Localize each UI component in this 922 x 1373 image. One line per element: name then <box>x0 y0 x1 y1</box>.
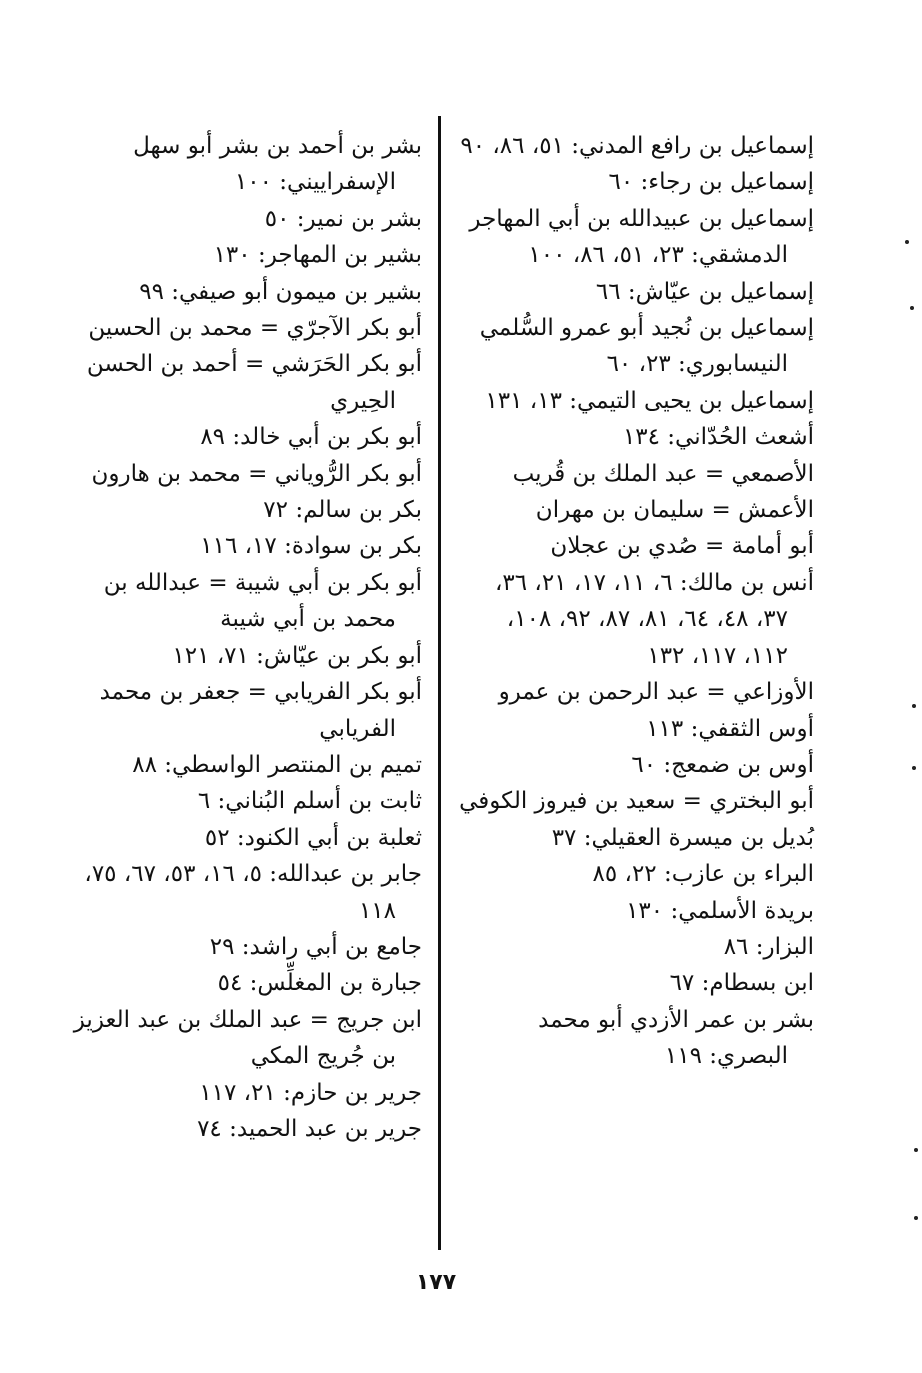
margin-dot-mark <box>912 766 916 770</box>
index-entry: أبو بكر الحَرَشي = أحمد بن الحسن الحِيري <box>86 351 422 414</box>
index-entry: البراء بن عازب: ٢٢، ٨٥ <box>592 861 814 888</box>
index-entry: أبو أمامة = صُدي بن عجلان <box>550 533 814 560</box>
index-entry: البزار: ٨٦ <box>723 933 814 960</box>
index-entry: بُديل بن ميسرة العقيلي: ٣٧ <box>551 824 814 851</box>
index-entry: الأعمش = سليمان بن مهران <box>535 497 814 524</box>
index-entry: أبو بكر الآجرّي = محمد بن الحسين <box>88 315 422 342</box>
index-entry: جرير بن حازم: ٢١، ١١٧ <box>199 1079 422 1106</box>
index-entry: الأصمعي = عبد الملك بن قُريب <box>512 460 814 487</box>
index-entry: أنس بن مالك: ٦، ١١، ١٧، ٢١، ٣٦، ٣٧، ٤٨، ٦٤، ٨١، ٨٧، ٩٢، ١٠٨، ١١٢، ١١٧، ١٣٢ <box>494 569 814 669</box>
index-entry: الأوزاعي = عبد الرحمن بن عمرو <box>498 679 814 706</box>
margin-dot-mark <box>914 1216 918 1220</box>
index-entry: إسماعيل بن رافع المدني: ٥١، ٨٦، ٩٠ <box>460 133 814 159</box>
index-entry: بشر بن عمر الأزدي أبو محمد البصري: ١١٩ <box>538 1006 814 1070</box>
index-entry: ثعلبة بن أبي الكنود: ٥٢ <box>204 824 422 851</box>
index-entry: جرير بن عبد الحميد: ٧٤ <box>197 1115 422 1142</box>
index-entry: أبو بكر بن عيّاش: ٧١، ١٢١ <box>172 642 422 669</box>
index-entry: بكر بن سوادة: ١٧، ١١٦ <box>200 533 422 560</box>
index-entry: بشير بن المهاجر: ١٣٠ <box>213 242 422 269</box>
index-entry: إسماعيل بن نُجيد أبو عمرو السُّلمي النيسابوري: ٢٣، ٦٠ <box>479 315 814 378</box>
margin-dot-mark <box>914 1148 918 1152</box>
index-entry: أوس بن ضمعج: ٦٠ <box>631 751 814 778</box>
index-entry: إسماعيل بن رجاء: ٦٠ <box>608 169 814 196</box>
index-entry: بكر بن سالم: ٧٢ <box>263 497 422 524</box>
index-column-left <box>64 128 422 1147</box>
index-entry: بشر بن أحمد بن بشر أبو سهل الإسفراييني: ١٠٠ <box>133 133 422 196</box>
index-entry: أبو بكر الفريابي = جعفر بن محمد الفريابي <box>99 679 422 742</box>
index-entry: ابن بسطام: ٦٧ <box>669 970 814 997</box>
page-number: ١٧٧ <box>415 1270 457 1295</box>
index-entry: أبو بكر بن أبي خالد: ٨٩ <box>200 424 422 451</box>
index-entry: إسماعيل بن يحيى التيمي: ١٣، ١٣١ <box>485 387 814 414</box>
index-entry: أشعث الحُدّاني: ١٣٤ <box>622 424 814 451</box>
index-entry: أبو البختري = سعيد بن فيروز الكوفي <box>459 788 814 815</box>
index-entry: ثابت بن أسلم البُناني: ٦ <box>197 788 422 815</box>
margin-dot-mark <box>905 240 909 244</box>
index-entry: بشر بن نمير: ٥٠ <box>264 205 422 232</box>
margin-dot-mark <box>912 704 916 708</box>
index-entry: تميم بن المنتصر الواسطي: ٨٨ <box>132 751 422 778</box>
index-entry: أبو بكر الرُّوياني = محمد بن هارون <box>91 460 422 487</box>
index-entry: بريدة الأسلمي: ١٣٠ <box>626 897 814 924</box>
index-entry: أوس الثقفي: ١١٣ <box>646 715 814 742</box>
index-entry: إسماعيل بن عبيدالله بن أبي المهاجر الدمشقي: ٢٣، ٥١، ٨٦، ١٠٠ <box>469 205 814 269</box>
index-entry: جامع بن أبي راشد: ٢٩ <box>209 933 422 960</box>
index-entry: إسماعيل بن عيّاش: ٦٦ <box>595 278 814 305</box>
index-entry: جبارة بن المغلِّس: ٥٤ <box>217 970 422 997</box>
margin-dot-mark <box>910 306 914 310</box>
index-entry: جابر بن عبدالله: ٥، ١٦، ٥٣، ٦٧، ٧٥، ١١٨ <box>84 861 422 924</box>
index-entry: أبو بكر بن أبي شيبة = عبدالله بن محمد بن أبي شيبة <box>103 569 422 633</box>
index-entry: ابن جريج = عبد الملك بن عبد العزيز بن جُريج المكي <box>73 1006 422 1070</box>
index-entry: بشير بن ميمون أبو صيفي: ٩٩ <box>139 278 422 305</box>
column-divider <box>438 116 441 1250</box>
index-column-right <box>458 128 814 1075</box>
